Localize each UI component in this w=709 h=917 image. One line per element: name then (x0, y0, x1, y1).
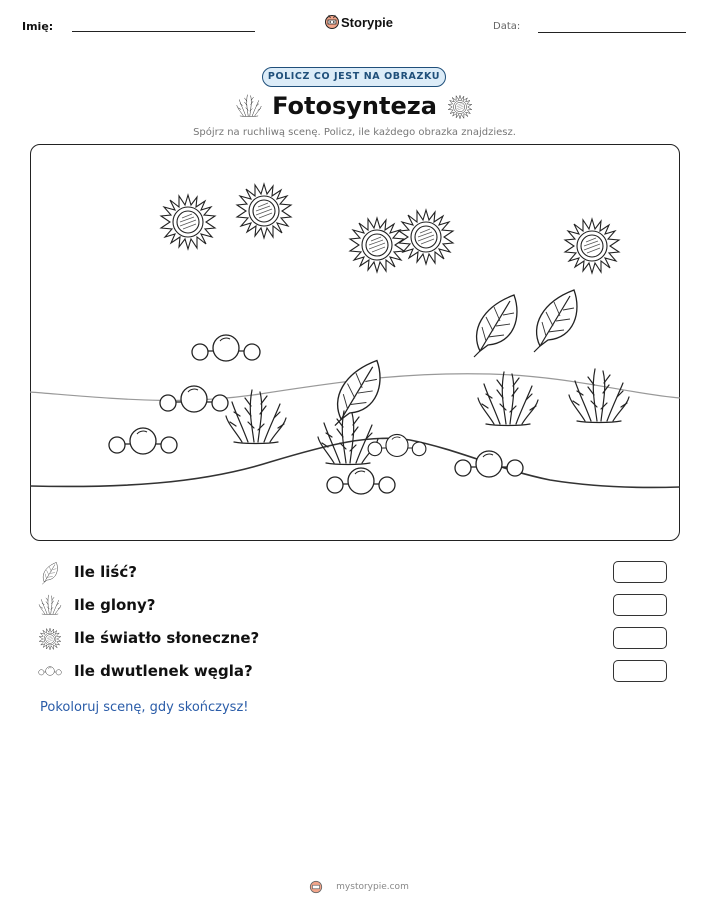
sun-icon (350, 218, 404, 272)
instructions: Spójrz na ruchliwą scenę. Policz, ile każdego obrazka znajdziesz. (193, 127, 516, 138)
answer-box-sun[interactable] (613, 627, 667, 649)
brand-name: Storypie (341, 15, 394, 30)
co2-molecule-icon (192, 335, 260, 361)
leaf-icon (334, 360, 379, 425)
answer-box-leaf[interactable] (613, 561, 667, 583)
question-text: Ile glony? (74, 596, 156, 614)
co2-molecule-icon (109, 428, 177, 454)
sun-icon (565, 219, 619, 273)
co2-molecule-icon (160, 386, 228, 412)
co2-molecule-icon (327, 468, 395, 494)
name-field[interactable] (72, 31, 255, 32)
sun-icon (399, 210, 453, 264)
question-row-sun (38, 627, 678, 653)
algae-icon (478, 372, 538, 426)
algae-icon (38, 594, 62, 618)
algae-icon (318, 411, 378, 465)
question-text: Ile liść? (74, 563, 137, 581)
date-label: Data: (493, 21, 521, 32)
name-label: Imię: (22, 20, 54, 33)
leaf-icon (534, 290, 577, 352)
question-row-leaf (38, 561, 678, 587)
question-row-co2 (38, 660, 678, 686)
answer-box-algae[interactable] (613, 594, 667, 616)
sun-icon (237, 184, 291, 238)
sun-icon (161, 195, 215, 249)
question-row-algae (38, 594, 678, 620)
question-text: Ile światło słoneczne? (74, 629, 260, 647)
date-field[interactable] (538, 32, 686, 33)
page-title: Fotosynteza (272, 92, 437, 120)
coloring-note: Pokoloruj scenę, gdy skończysz! (40, 700, 249, 715)
question-text: Ile dwutlenek węgla? (74, 662, 253, 680)
leaf-icon (474, 295, 517, 357)
algae-icon (569, 369, 629, 423)
co2-molecule-icon (38, 660, 62, 684)
algae-icon (226, 390, 286, 444)
counting-scene (30, 144, 680, 541)
storypie-logo-icon (324, 14, 340, 30)
leaf-icon (38, 561, 62, 585)
task-badge: POLICZ CO JEST NA OBRAZKU (262, 67, 446, 87)
site-url[interactable]: mystorypie.com (336, 882, 409, 892)
answer-box-co2[interactable] (613, 660, 667, 682)
sun-icon (38, 627, 62, 651)
sun-icon (447, 94, 473, 120)
co2-molecule-icon (368, 434, 426, 456)
